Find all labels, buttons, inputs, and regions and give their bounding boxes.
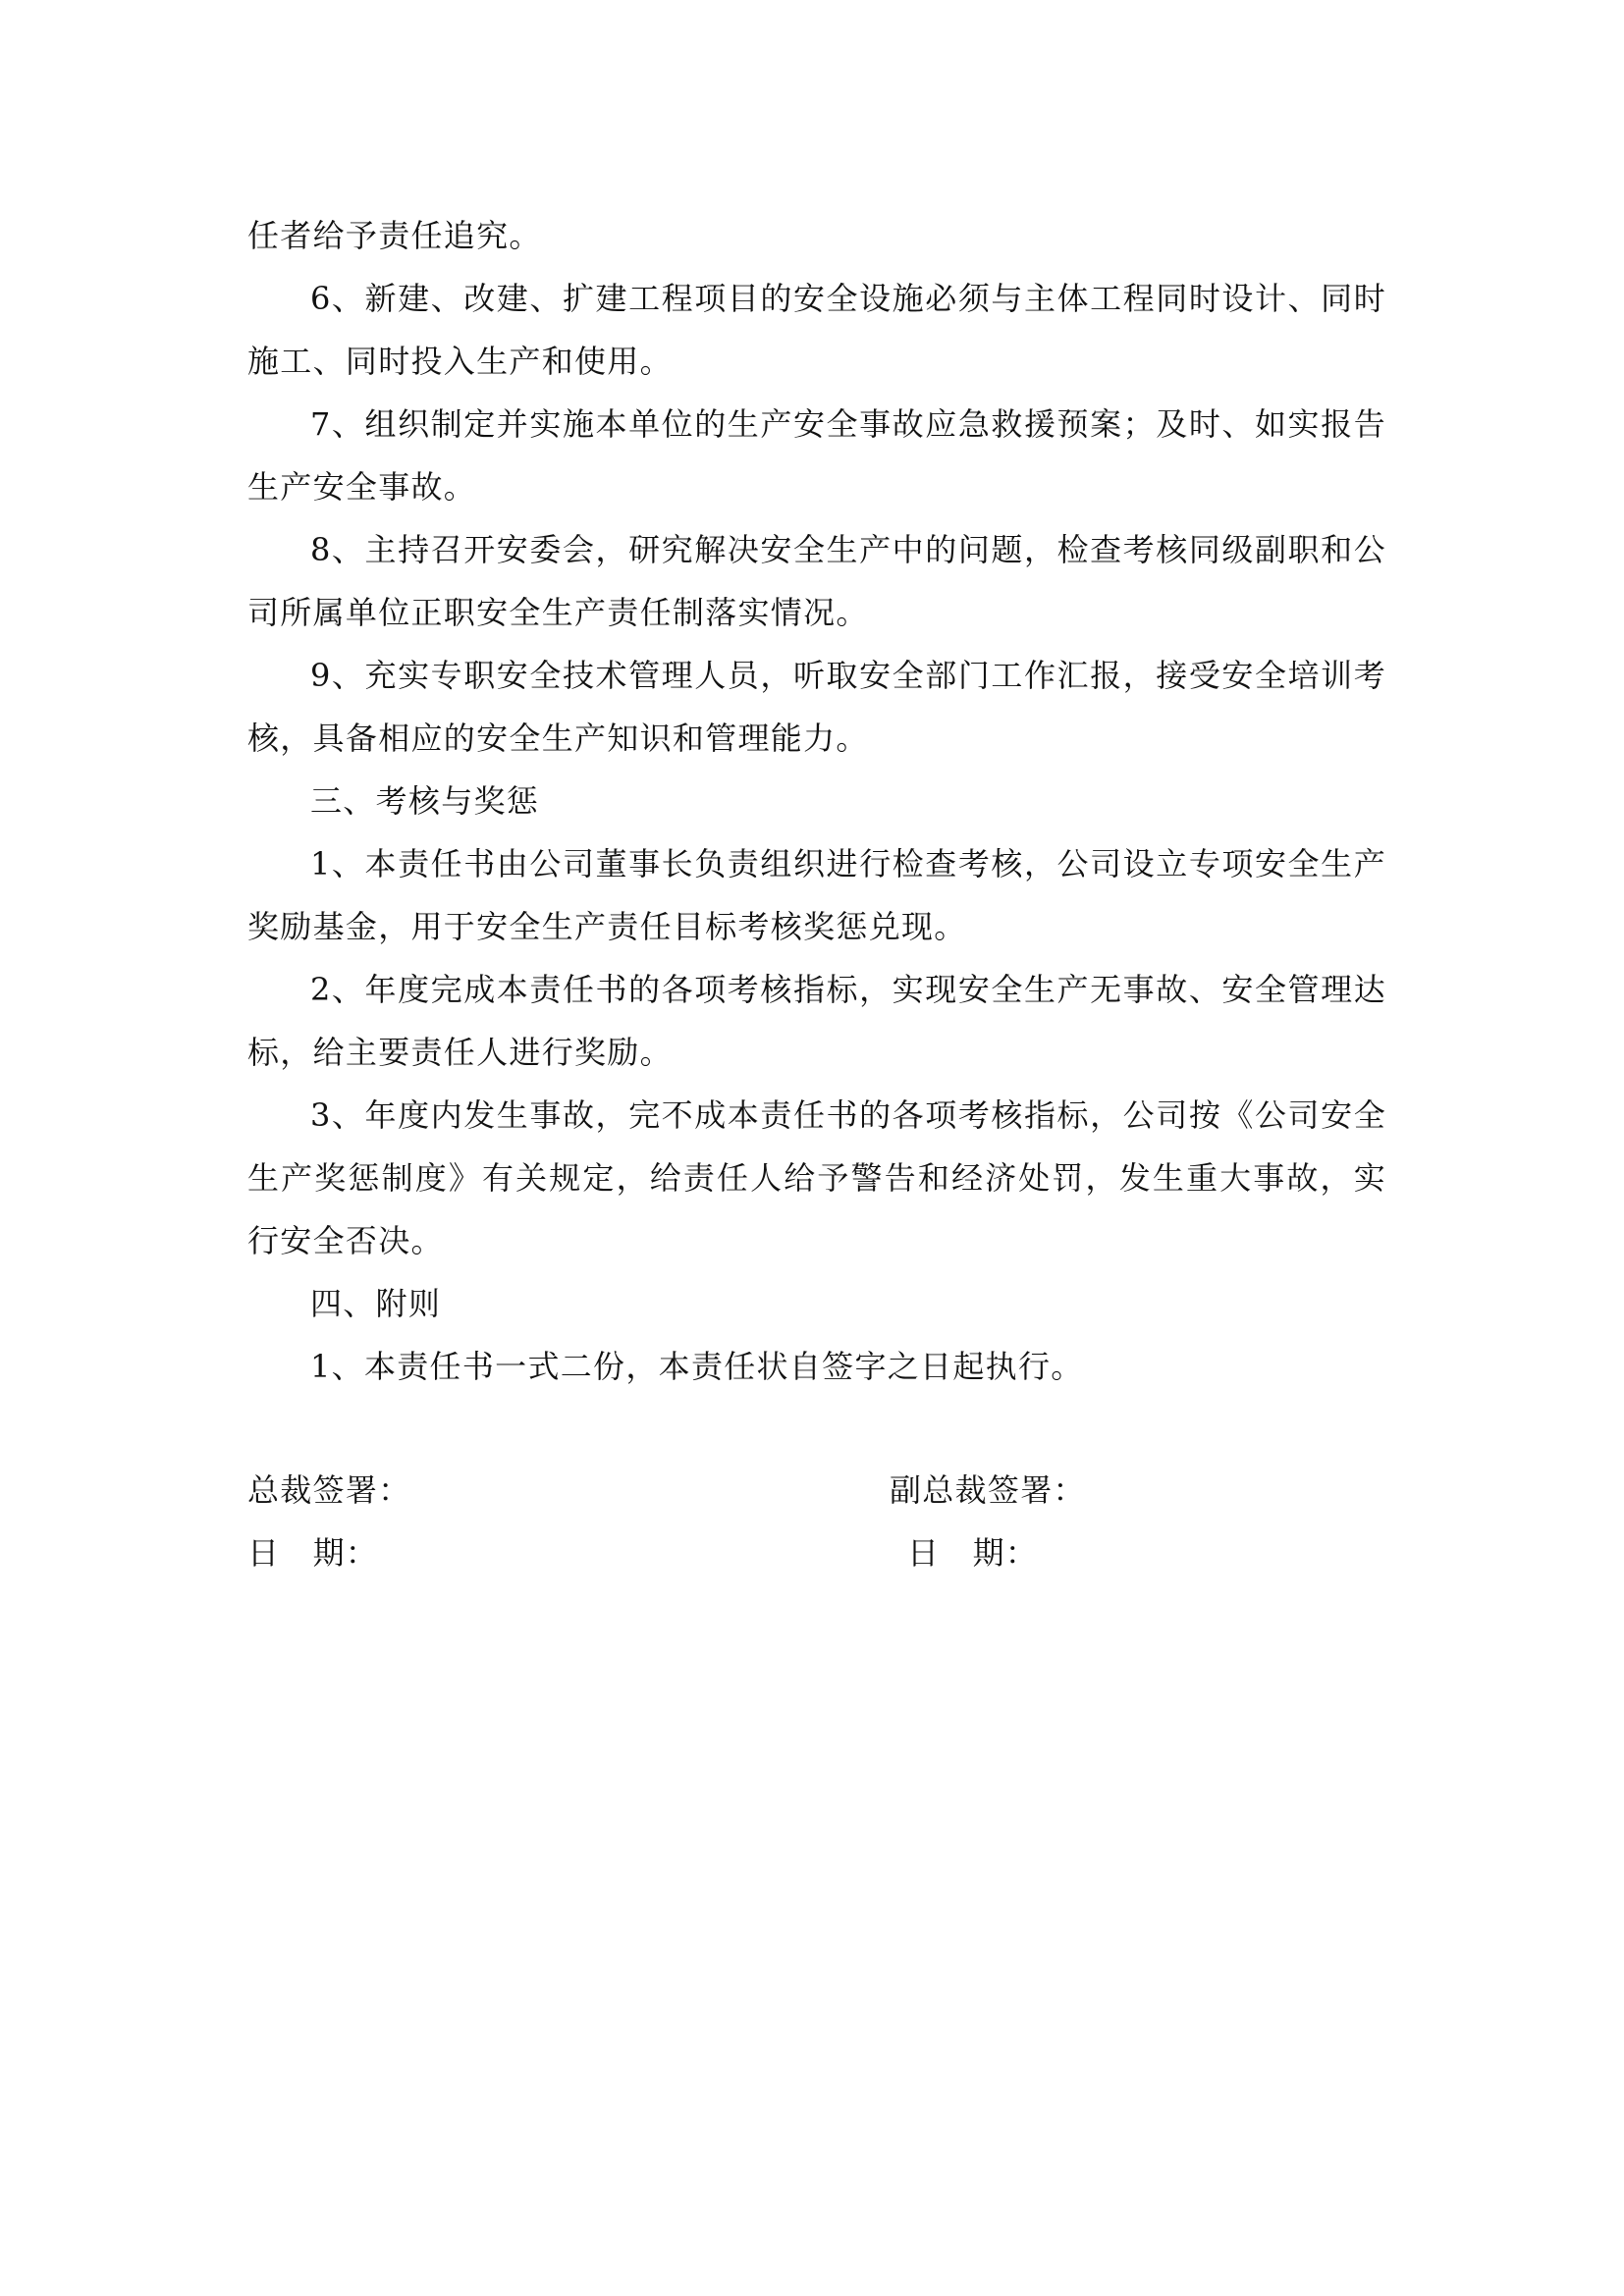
vice-president-signature-label: 副总裁签署： (890, 1471, 1086, 1509)
paragraph: 1、本责任书由公司董事长负责组织进行检查考核，公司设立专项安全生产奖励基金，用于安全生产责任目标考核奖惩兑现。 (247, 845, 1386, 945)
signature-block (247, 1459, 1386, 1596)
paragraph: 7、组织制定并实施本单位的生产安全事故应急救援预案；及时、如实报告生产安全事故。 (247, 405, 1386, 506)
section-heading: 三、考核与奖惩 (310, 782, 540, 820)
paragraph: 1、本责任书一式二份，本责任状自签字之日起执行。 (310, 1348, 1084, 1385)
president-signature-label: 总裁签署： (247, 1471, 411, 1509)
paragraph: 2、年度完成本责任书的各项考核指标，实现安全生产无事故、安全管理达标，给主要责任人进行奖励。 (247, 971, 1386, 1071)
president-date-label: 日 期： (247, 1534, 379, 1572)
paragraph: 6、新建、改建、扩建工程项目的安全设施必须与主体工程同时设计、同时施工、同时投入生产和使用。 (247, 280, 1386, 380)
document-body (247, 204, 1386, 1398)
vice-president-date-label: 日 期： (907, 1534, 1039, 1572)
section-heading: 四、附则 (310, 1285, 442, 1322)
paragraph: 9、充实专职安全技术管理人员，听取安全部门工作汇报，接受安全培训考核，具备相应的安全生产知识和管理能力。 (247, 657, 1386, 757)
paragraph: 3、年度内发生事故，完不成本责任书的各项考核指标，公司按《公司安全生产奖惩制度》有关规定，给责任人给予警告和经济处罚，发生重大事故，实行安全否决。 (247, 1096, 1386, 1259)
paragraph: 任者给予责任追究。 (247, 217, 542, 254)
paragraph: 8、主持召开安委会，研究解决安全生产中的问题，检查考核同级副职和公司所属单位正职安全生产责任制落实情况。 (247, 531, 1386, 631)
